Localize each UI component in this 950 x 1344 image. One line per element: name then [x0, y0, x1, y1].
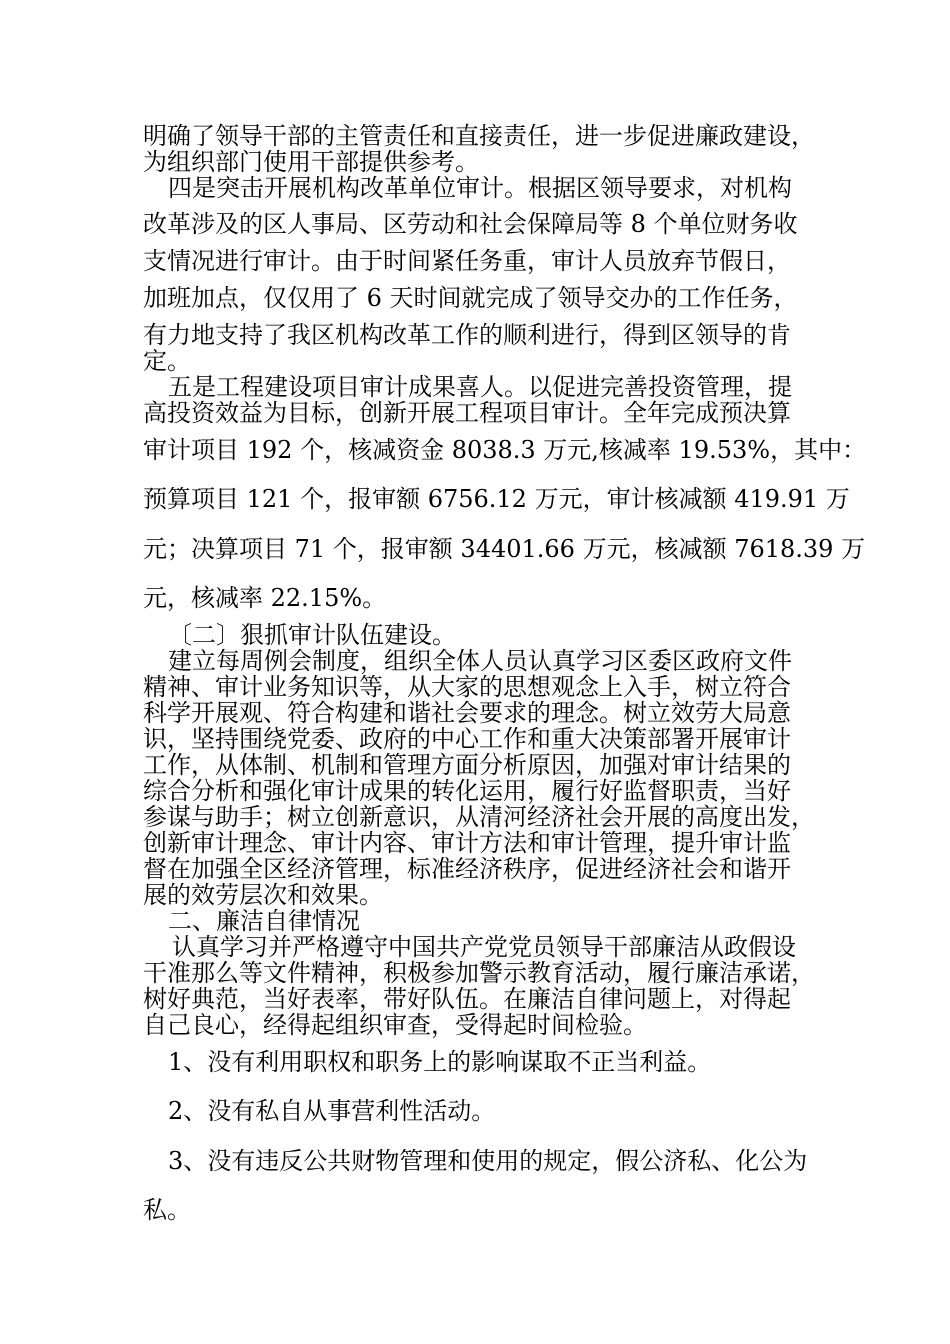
- text-line: 为组织部门使用干部提供参考。: [143, 148, 479, 176]
- text-line: 识，坚持围绕党委、政府的中心工作和重大决策部署开展审计: [143, 725, 791, 753]
- text-line: 预算项目 121 个，报审额 6756.12 万元，审计核减额 419.91 万: [143, 485, 850, 513]
- text-line: 五是工程建设项目审计成果喜人。以促进完善投资管理，提: [168, 373, 792, 401]
- text-line: 参谋与助手；树立创新意识，从清河经济社会开展的高度出发，: [143, 803, 815, 831]
- text-line: 认真学习并严格遵守中国共产党党员领导干部廉洁从政假设: [172, 933, 796, 961]
- list-item: 2、没有私自从事营利性活动。: [168, 1097, 496, 1125]
- list-item: 1、没有利用职权和职务上的影响谋取不正当利益。: [168, 1048, 712, 1076]
- text-line: 工作，从体制、机制和管理方面分析原因，加强对审计结果的: [143, 751, 791, 779]
- section-heading: 〔二〕狠抓审计队伍建设。: [168, 621, 456, 649]
- text-line: 支情况进行审计。由于时间紧任务重，审计人员放弃节假日，: [143, 247, 791, 275]
- text-line: 创新审计理念、审计内容、审计方法和审计管理，提升审计监: [143, 829, 791, 857]
- text-line: 科学开展观、符合构建和谐社会要求的理念。树立效劳大局意: [143, 699, 791, 727]
- text-line: 元；决算项目 71 个，报审额 34401.66 万元，核减额 7618.39 万: [143, 535, 866, 563]
- text-line: 督在加强全区经济管理，标准经济秩序，促进经济社会和谐开: [143, 855, 791, 883]
- text-line: 审计项目 192 个，核减资金 8038.3 万元,核减率 19.53%，其中：: [143, 436, 867, 464]
- text-line: 干准那么等文件精神，积极参加警示教育活动，履行廉洁承诺，: [143, 959, 815, 987]
- text-line: 加班加点，仅仅用了 6 天时间就完成了领导交办的工作任务，: [143, 284, 798, 312]
- text-line: 元，核减率 22.15%。: [143, 584, 387, 612]
- text-line: 改革涉及的区人事局、区劳动和社会保障局等 8 个单位财务收: [143, 210, 798, 238]
- text-line: 树好典范，当好表率，带好队伍。在廉洁自律问题上，对得起: [143, 985, 791, 1013]
- text-line: 高投资效益为目标，创新开展工程项目审计。全年完成预决算: [143, 399, 791, 427]
- text-line: 展的效劳层次和效果。: [143, 881, 383, 909]
- text-line: 综合分析和强化审计成果的转化运用，履行好监督职责，当好: [143, 777, 791, 805]
- text-line: 明确了领导干部的主管责任和直接责任，进一步促进廉政建设，: [143, 122, 815, 150]
- text-line: 定。: [143, 347, 191, 375]
- text-line: 私。: [143, 1196, 191, 1224]
- text-line: 有力地支持了我区机构改革工作的顺利进行，得到区领导的肯: [143, 321, 791, 349]
- text-line: 建立每周例会制度，组织全体人员认真学习区委区政府文件: [168, 647, 792, 675]
- text-line: 自己良心，经得起组织审查，受得起时间检验。: [143, 1011, 647, 1039]
- list-item: 3、没有违反公共财物管理和使用的规定，假公济私、化公为: [168, 1147, 808, 1175]
- text-line: 四是突击开展机构改革单位审计。根据区领导要求，对机构: [168, 174, 792, 202]
- section-heading: 二、廉洁自律情况: [168, 907, 360, 935]
- text-line: 精神、审计业务知识等，从大家的思想观念上入手，树立符合: [143, 673, 791, 701]
